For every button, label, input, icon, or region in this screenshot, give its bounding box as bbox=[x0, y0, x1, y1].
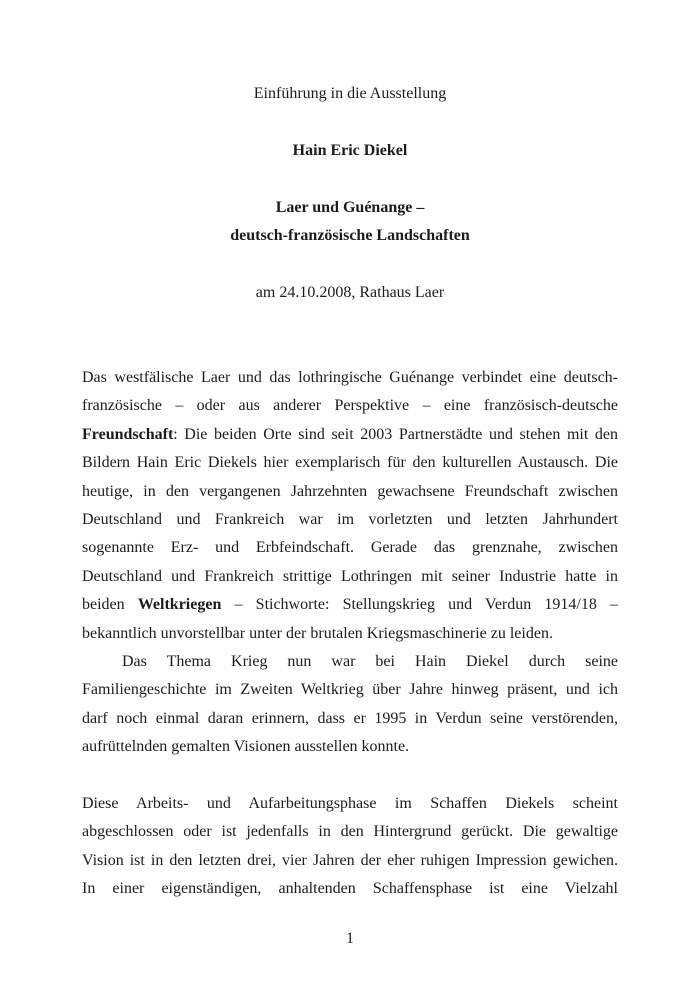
artist-name: Hain Eric Diekel bbox=[292, 141, 408, 159]
document-body bbox=[82, 364, 618, 904]
text-line bbox=[82, 818, 618, 846]
text-line bbox=[82, 648, 618, 676]
paragraph-1 bbox=[82, 364, 618, 648]
bold-text-segment: Freundschaft bbox=[82, 425, 174, 443]
text-segment: aufrüttelnden gemalten Visionen ausstellen konnte. bbox=[82, 738, 410, 756]
paragraph-3 bbox=[82, 790, 618, 904]
text-segment: Familiengeschichte im Zweiten Weltkrieg über Jahre hinweg präsent, und ich bbox=[82, 681, 618, 699]
text-segment: abgeschlossen oder ist jedenfalls in den Hintergrund gerückt. Die gewaltige bbox=[82, 823, 618, 841]
text-line bbox=[82, 875, 618, 903]
paragraph-2 bbox=[82, 648, 618, 762]
text-line bbox=[82, 392, 618, 420]
text-line bbox=[82, 478, 618, 506]
text-line bbox=[82, 676, 618, 704]
text-line bbox=[82, 620, 618, 648]
text-segment: darf noch einmal daran erinnern, dass er 1995 in Verdun seine verstörenden, bbox=[82, 709, 618, 727]
page-number: 1 bbox=[346, 930, 354, 947]
exhibition-title-line-1: Laer und Guénange – bbox=[275, 198, 425, 216]
date-location-line: am 24.10.2008, Rathaus Laer bbox=[255, 283, 445, 301]
text-line bbox=[82, 705, 618, 733]
bold-text-segment: Weltkriegen bbox=[137, 596, 222, 614]
text-line bbox=[82, 449, 618, 477]
document-content bbox=[82, 80, 618, 904]
text-line bbox=[82, 790, 618, 818]
text-segment: sogenannte Erz- und Erbfeindschaft. Gerade das grenznahe, zwischen bbox=[82, 539, 618, 557]
text-segment: beiden bbox=[82, 596, 138, 614]
exhibition-title-line-2: deutsch-französische Landschaften bbox=[230, 227, 470, 244]
text-line bbox=[82, 847, 618, 875]
text-line bbox=[82, 506, 618, 534]
text-segment: Das westfälische Laer und das lothringische Guénange verbindet eine deutsch- bbox=[82, 369, 618, 386]
text-line bbox=[82, 733, 618, 761]
text-line bbox=[82, 364, 618, 392]
text-segment: Diese Arbeits- und Aufarbeitungsphase im Schaffen Diekels scheint bbox=[82, 795, 618, 813]
text-segment: französische – oder aus anderer Perspektive – eine französisch-deutsche bbox=[82, 397, 618, 415]
text-segment: Deutschland und Frankreich war im vorletzten und letzten Jahrhundert bbox=[82, 511, 618, 529]
text-segment: Bildern Hain Eric Diekels hier exemplarisch für den kulturellen Austausch. Die bbox=[82, 454, 618, 472]
text-segment: bekanntlich unvorstellbar unter der brutalen Kriegsmaschinerie zu leiden. bbox=[82, 624, 553, 642]
text-line bbox=[82, 421, 618, 449]
text-segment: : Die beiden Orte sind seit 2003 Partnerstädte und stehen mit den bbox=[173, 425, 618, 443]
text-segment: Das Thema Krieg nun war bei Hain Diekel durch seine bbox=[122, 653, 618, 671]
text-segment: – Stichworte: Stellungskrieg und Verdun 1914/18 – bbox=[221, 596, 618, 614]
text-segment: Vision ist in den letzten drei, vier Jahren der eher ruhigen Impression gewichen. bbox=[82, 851, 618, 869]
text-line bbox=[82, 591, 618, 619]
text-segment: Deutschland und Frankreich strittige Lothringen mit seiner Industrie hatte in bbox=[82, 567, 618, 585]
text-line bbox=[82, 563, 618, 591]
exhibition-intro-line: Einführung in die Ausstellung bbox=[253, 85, 447, 102]
text-line bbox=[82, 534, 618, 562]
text-segment: heutige, in den vergangenen Jahrzehnten gewachsene Freundschaft zwischen bbox=[82, 482, 618, 500]
text-segment: In einer eigenständigen, anhaltenden Schaffensphase ist eine Vielzahl bbox=[82, 880, 618, 898]
